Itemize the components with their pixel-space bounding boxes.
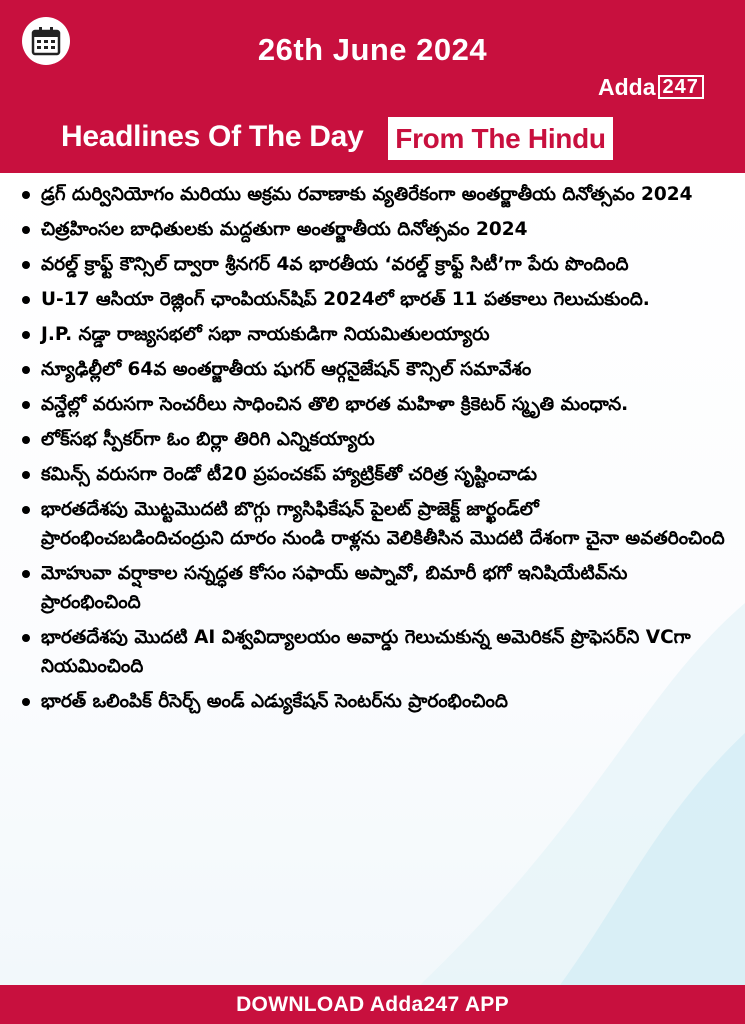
news-list [0,180,745,722]
news-item [0,559,725,617]
header-banner [0,0,745,173]
brand-number: 247 [658,75,704,99]
news-text: కమిన్స్ వరుసగా రెండో టీ20 ప్రపంచకప్ హ్యాట్రిక్‌తో చరిత్ర సృష్టించాడు [41,464,538,485]
bullet-icon [22,226,30,234]
bullet-icon [22,366,30,374]
brand-logo [598,74,704,100]
bullet-icon [22,634,30,642]
news-text: J.P. నడ్డా రాజ్యసభలో సభా నాయకుడిగా నియమితులయ్యారు [41,324,490,345]
news-item [0,687,725,716]
bullet-icon [22,401,30,409]
news-text: వన్డేల్లో వరుసగా సెంచరీలు సాధించిన తొలి భారత మహిళా క్రికెటర్ స్మృతి మంధాన. [41,394,629,415]
bullet-icon [22,471,30,479]
news-text: భారతదేశపు మొదటి AI విశ్వవిద్యాలయం అవార్డు గెలుచుకున్న అమెరికన్ ప్రొఫెసర్‌ని VCగా నియమించింది [41,627,691,677]
news-text: వరల్డ్ క్రాఫ్ట్ కౌన్సిల్ ద్వారా శ్రీనగర్ 4వ భారతీయ ‘వరల్డ్ క్రాఫ్ట్ సిటీ’గా పేరు పొందింది [41,254,629,275]
news-item [0,623,725,681]
news-panel [0,173,745,985]
bullet-icon [22,296,30,304]
download-app-banner[interactable]: DOWNLOAD Adda247 APP [0,985,745,1024]
page-title: Headlines Of The Day [61,120,364,153]
news-item [0,425,725,454]
news-item [0,460,725,489]
bullet-icon [22,261,30,269]
news-text: మోహువా వర్షాకాల సన్నద్ధత కోసం సఫాయ్ అప్నావో, బిమారీ భగో ఇనిషియేటివ్‌ను ప్రారంభించింది [41,563,628,613]
news-text: U-17 ఆసియా రెజ్లింగ్ ఛాంపియన్‌షిప్ 2024లో భారత్ 11 పతకాలు గెలుచుకుంది. [41,289,650,310]
page-date: 26th June 2024 [257,32,488,67]
news-item [0,285,725,314]
bullet-icon [22,570,30,578]
bullet-icon [22,191,30,199]
news-text: న్యూఢిల్లీలో 64వ అంతర్జాతీయ షుగర్ ఆర్గనైజేషన్ కౌన్సిల్ సమావేశం [41,359,532,380]
news-item [0,215,725,244]
bullet-icon [22,506,30,514]
news-item [0,250,725,279]
news-item [0,495,725,553]
news-text: లోక్‌సభ స్పీకర్‌గా ఓం బిర్లా తిరిగి ఎన్నికయ్యారు [41,429,375,450]
news-text: భారత్ ఒలింపిక్ రీసెర్చ్ అండ్ ఎడ్యుకేషన్ సెంటర్‌ను ప్రారంభించింది [41,691,508,712]
source-badge: From The Hindu [388,117,613,160]
news-item [0,390,725,419]
news-item [0,355,725,384]
bullet-icon [22,698,30,706]
news-text: చిత్రహింసల బాధితులకు మద్దతుగా అంతర్జాతీయ దినోత్సవం 2024 [41,219,528,240]
news-text: డ్రగ్ దుర్వినియోగం మరియు అక్రమ రవాణాకు వ్యతిరేకంగా అంతర్జాతీయ దినోత్సవం 2024 [41,184,693,205]
news-item [0,180,725,209]
brand-text: Adda [598,73,656,100]
news-text: భారతదేశపు మొట్టమొదటి బొగ్గు గ్యాసిఫికేషన్ పైలట్ ప్రాజెక్ట్ జార్ఖండ్‌లో ప్రారంభించబడిందిచంద్రుని దూరం నుండి రాళ్లను వెలికితీసిన మొదటి దేశంగా చైనా అవతరించింది [41,499,725,549]
news-item [0,320,725,349]
bullet-icon [22,436,30,444]
bullet-icon [22,331,30,339]
